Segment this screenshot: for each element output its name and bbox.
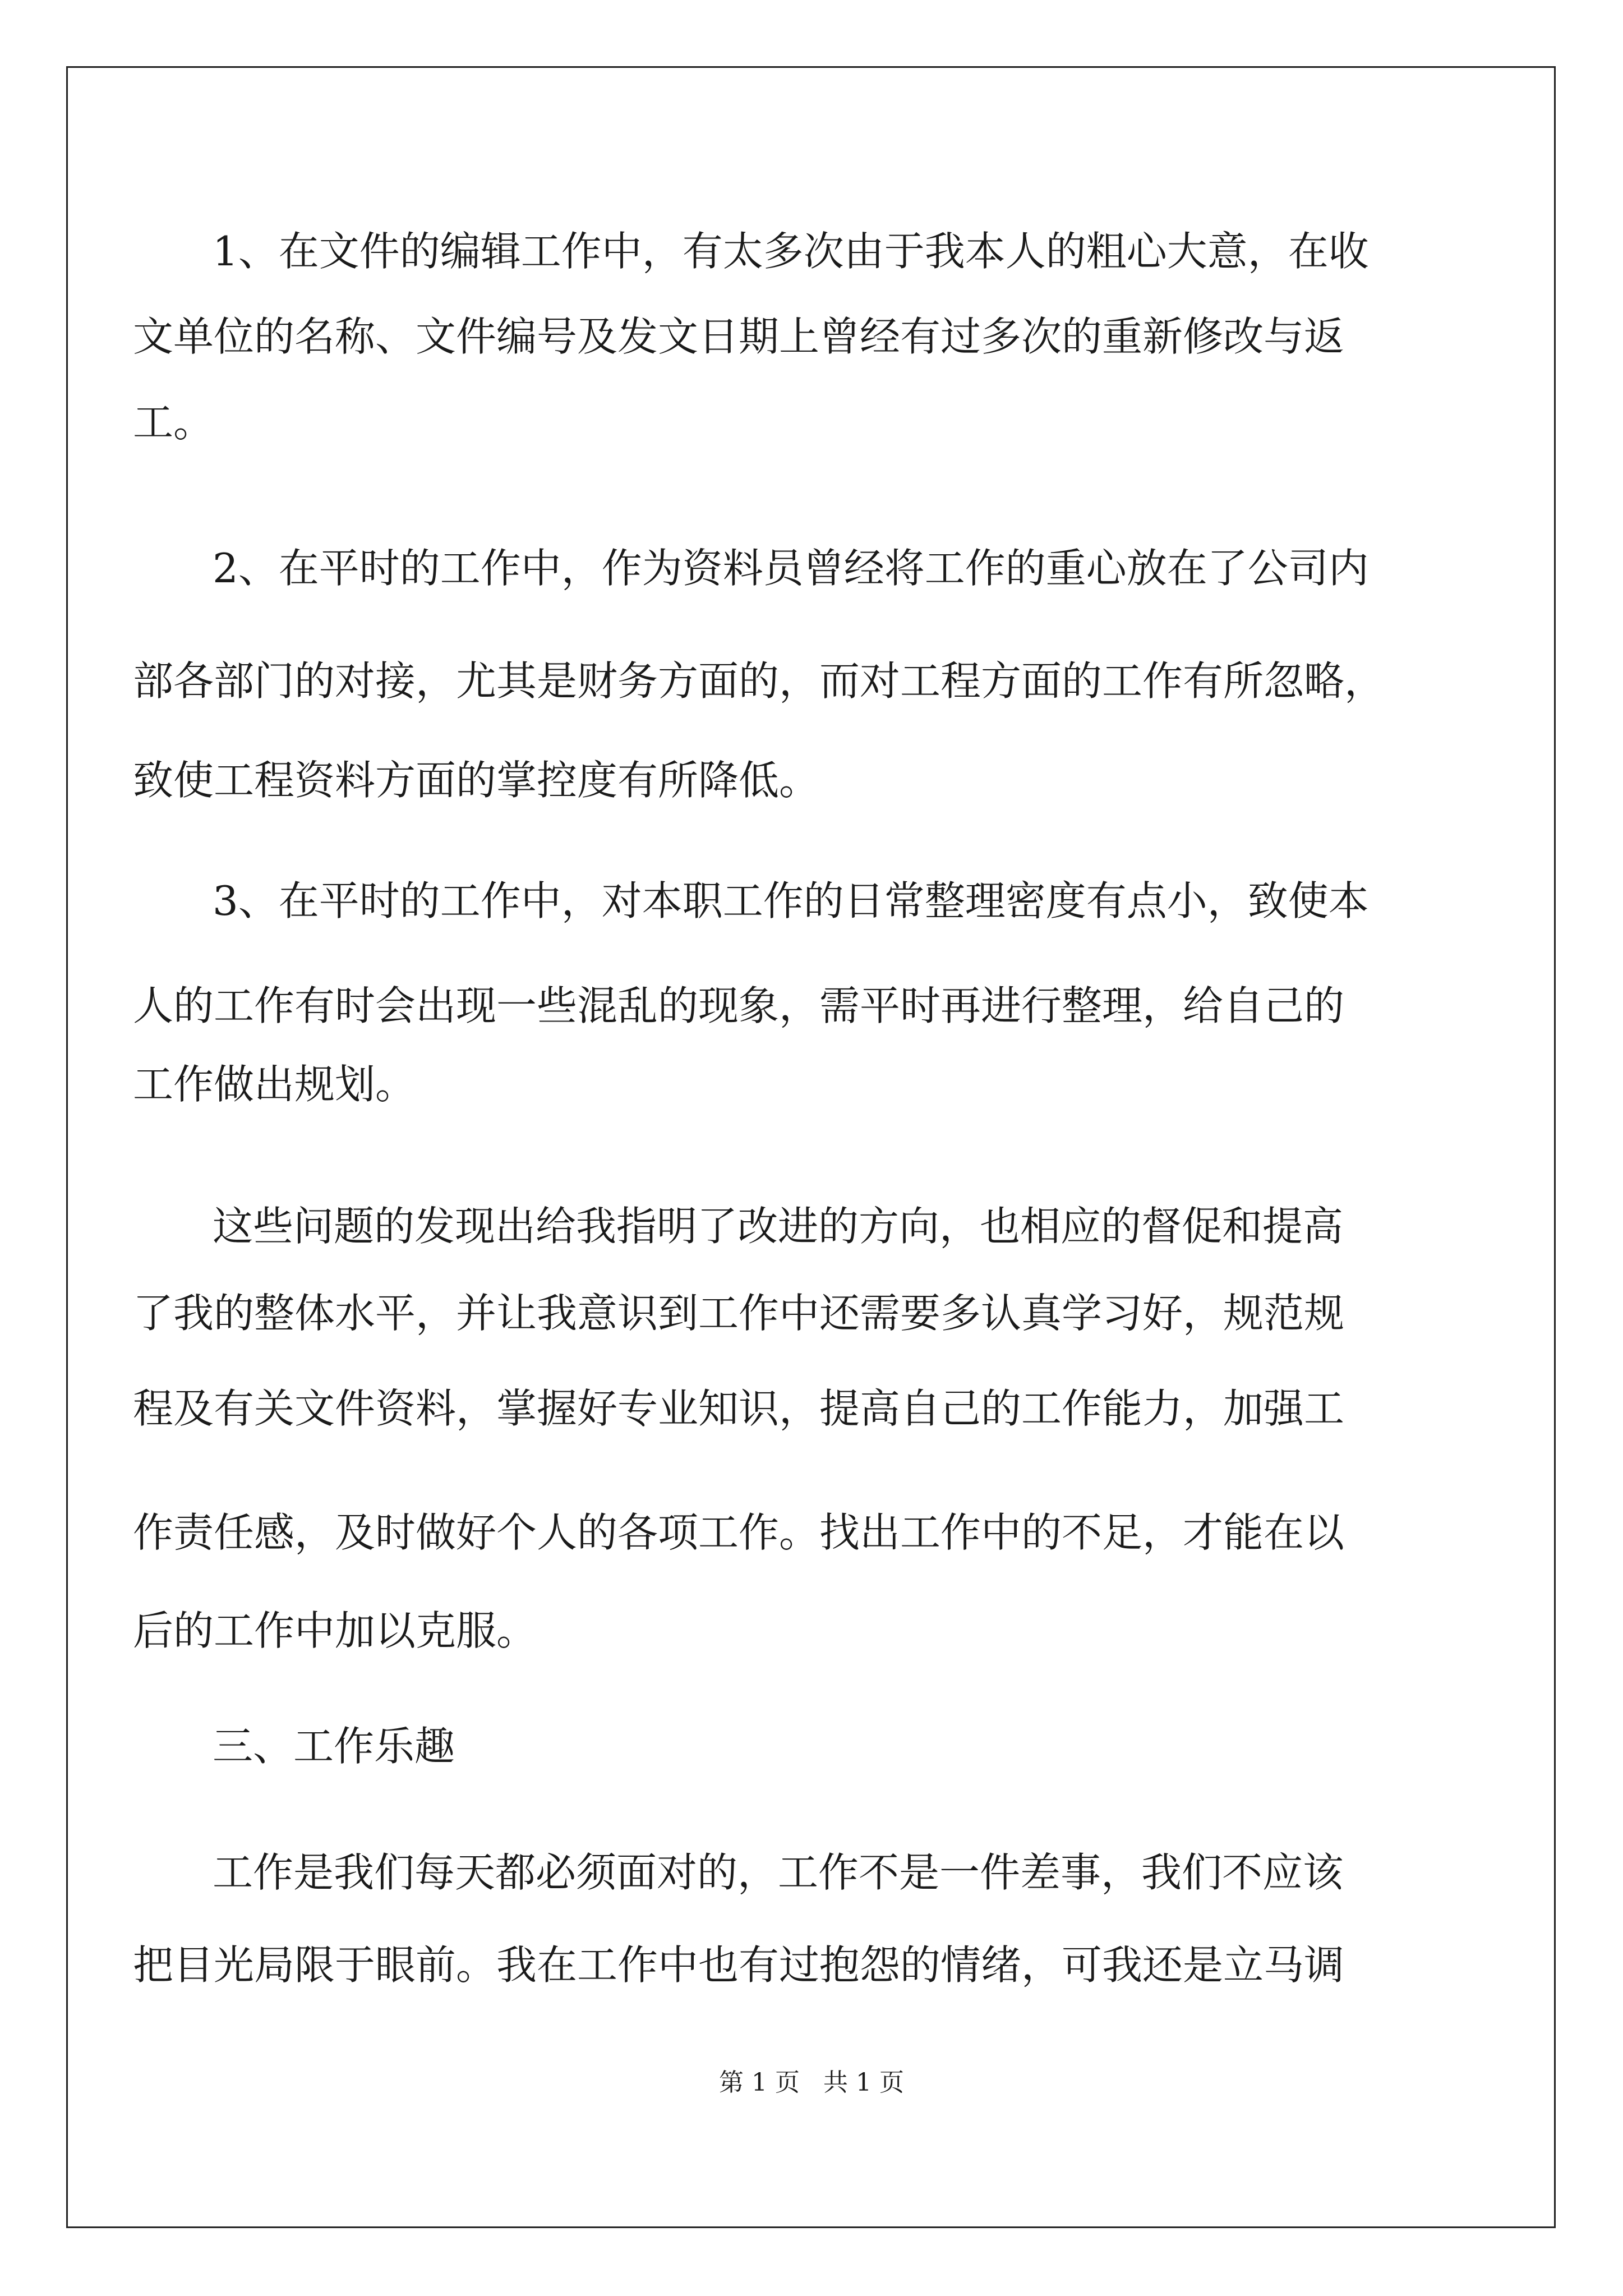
text-line: 3、在平时的工作中，对本职工作的日常整理密度有点小，致使本 (213, 877, 1369, 924)
text-line: 这些问题的发现出给我指明了改进的方向，也相应的督促和提高 (213, 1203, 1344, 1250)
text-line: 文单位的名称、文件编号及发文日期上曾经有过多次的重新修改与返 (133, 313, 1345, 360)
page-border (66, 66, 1556, 2228)
text-line: 后的工作中加以克服。 (133, 1607, 537, 1654)
section-heading-text: 三、工作乐趣 (213, 1723, 455, 1770)
text-line: 把目光局限于眼前。我在工作中也有过抱怨的情绪，可我还是立马调 (133, 1941, 1345, 1989)
text-line: 部各部门的对接，尤其是财务方面的，而对工程方面的工作有所忽略， (133, 657, 1385, 705)
text-line: 工作是我们每天都必须面对的，工作不是一件差事，我们不应该 (213, 1849, 1344, 1896)
text-line: 致使工程资料方面的掌控度有所降低。 (133, 757, 820, 804)
page-number-footer: 第 1 页 共 1 页 (719, 2068, 904, 2097)
text-line: 作责任感，及时做好个人的各项工作。找出工作中的不足，才能在以 (133, 1509, 1345, 1556)
text-line: 程及有关文件资料，掌握好专业知识，提高自己的工作能力，加强工 (133, 1385, 1345, 1432)
text-line: 1、在文件的编辑工作中，有太多次由于我本人的粗心大意，在收 (213, 228, 1369, 275)
text-line: 工。 (133, 399, 214, 446)
text-line: 工作做出规划。 (133, 1061, 416, 1108)
text-line: 了我的整体水平，并让我意识到工作中还需要多认真学习好，规范规 (133, 1290, 1345, 1337)
text-line: 人的工作有时会出现一些混乱的现象，需平时再进行整理，给自己的 (133, 982, 1345, 1029)
text-line: 2、在平时的工作中，作为资料员曾经将工作的重心放在了公司内 (213, 545, 1369, 592)
